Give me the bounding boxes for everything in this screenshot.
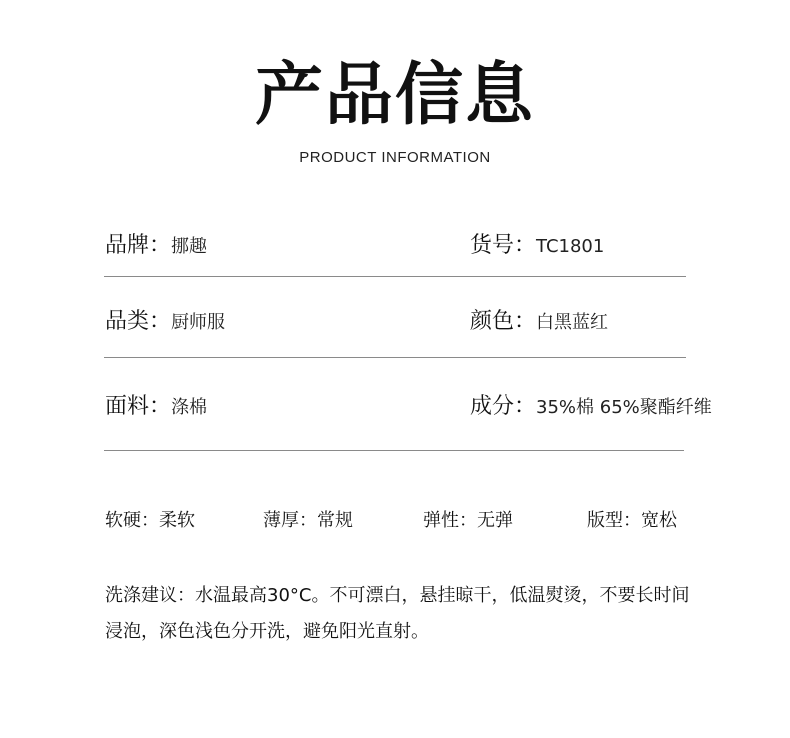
spec-sku: [470, 228, 604, 259]
care-text: 水温最高30°C。不可漂白，悬挂晾干，低温熨烫，不要长时间浸泡，深色浅色分开洗，避免阳光直射。: [105, 585, 690, 642]
property-softness: 软硬：柔软: [105, 510, 195, 531]
page-title: 产品信息: [254, 56, 535, 135]
care-instructions: [105, 578, 705, 650]
spec-composition: [470, 389, 712, 420]
care-label: 洗涤建议：: [105, 585, 195, 606]
spec-category-label: 品类：: [105, 309, 172, 334]
spec-category: [105, 304, 225, 335]
spec-color-label: 颜色：: [470, 309, 537, 334]
property-fit: 版型：宽松: [587, 510, 677, 531]
divider: [104, 450, 684, 451]
divider: [104, 357, 686, 358]
property-thickness: 薄厚：常规: [263, 510, 353, 531]
spec-fabric-label: 面料：: [105, 394, 172, 419]
page-subtitle: PRODUCT INFORMATION: [299, 149, 491, 166]
spec-category-value: 厨师服: [171, 312, 226, 333]
property-elasticity: 弹性：无弹: [423, 510, 513, 531]
spec-brand: [105, 228, 207, 259]
spec-brand-label: 品牌：: [105, 233, 172, 258]
spec-sku-value: TC1801: [536, 236, 605, 257]
divider: [104, 276, 686, 277]
spec-brand-value: 挪趣: [171, 236, 208, 257]
spec-color: [470, 304, 608, 335]
spec-color-value: 白黑蓝红: [536, 312, 609, 333]
spec-composition-label: 成分：: [470, 394, 537, 419]
spec-sku-label: 货号：: [470, 233, 537, 258]
spec-composition-value: 35%棉 65%聚酯纤维: [536, 397, 712, 418]
spec-fabric-value: 涤棉: [171, 397, 208, 418]
spec-fabric: [105, 389, 207, 420]
